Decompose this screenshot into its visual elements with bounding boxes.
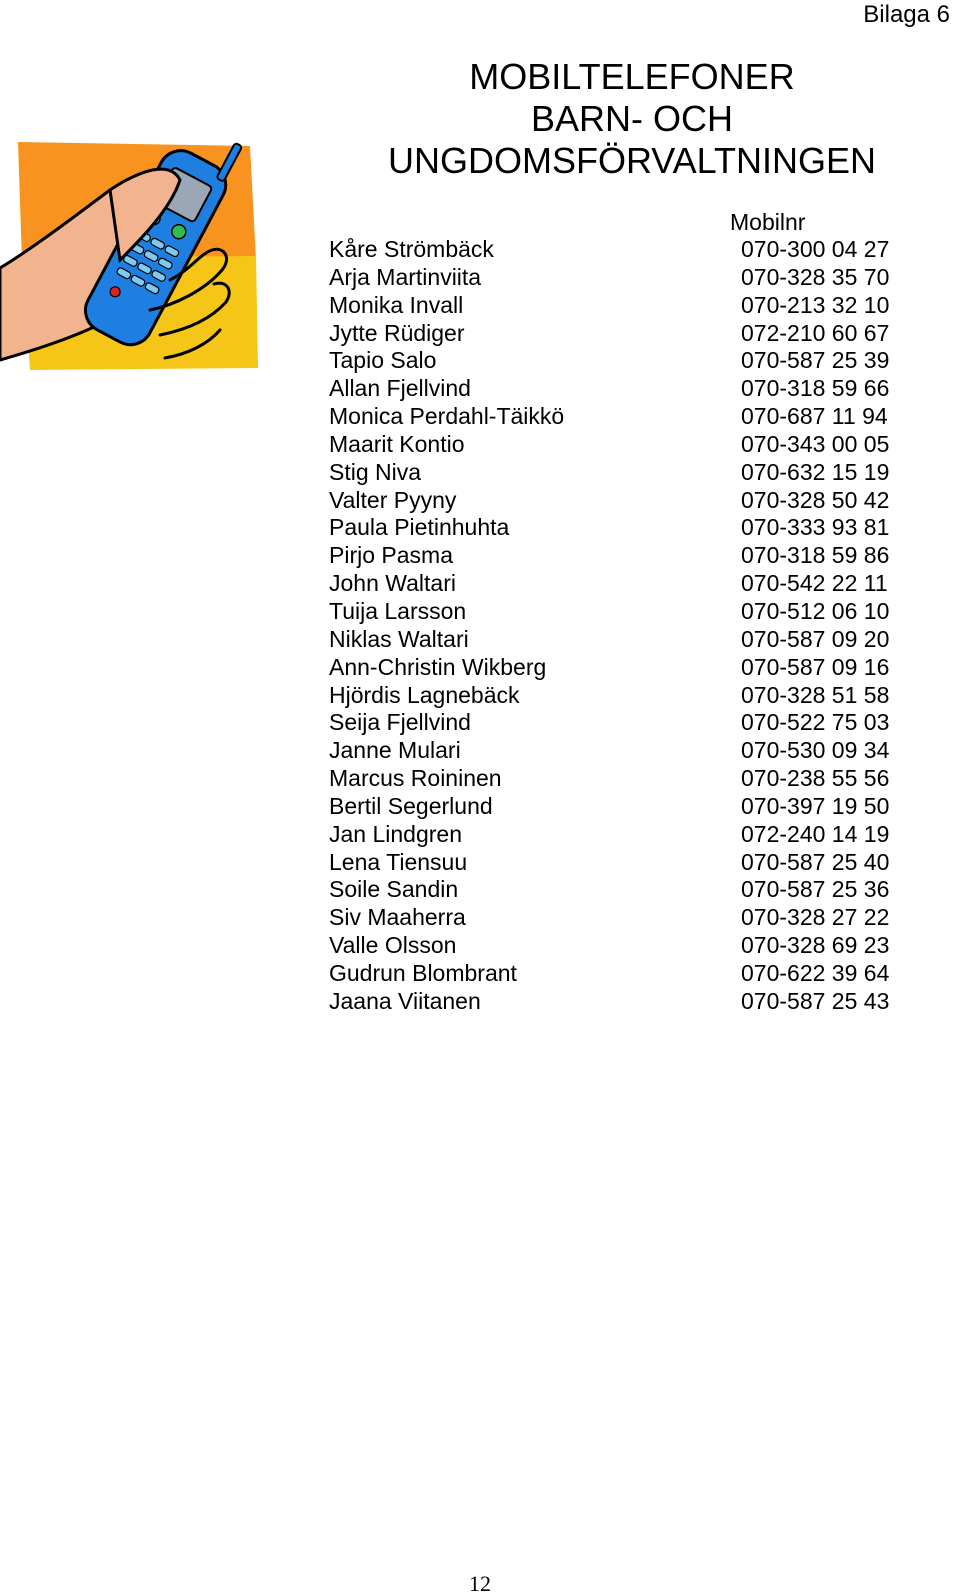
contact-name: Allan Fjellvind [329, 375, 471, 402]
contact-name: Maarit Kontio [329, 430, 465, 457]
list-item [329, 292, 899, 320]
contact-name: Gudrun Blombrant [329, 959, 517, 986]
contact-name: Siv Maaherra [329, 904, 466, 931]
mobile-number: 070-522 75 03 [741, 709, 890, 736]
contact-name: Monika Invall [329, 291, 464, 318]
page-title [372, 56, 892, 182]
contact-name: Niklas Waltari [329, 625, 469, 652]
title-line-2: BARN- OCH [530, 98, 733, 139]
mobile-number: 070-328 51 58 [741, 681, 890, 708]
list-item [329, 403, 899, 431]
list-item [329, 793, 899, 821]
list-item [329, 514, 899, 542]
list-item [329, 542, 899, 570]
title-line-1: MOBILTELEFONER [469, 56, 795, 97]
mobile-number: 070-238 55 56 [741, 765, 890, 792]
contact-name: Tuija Larsson [329, 597, 467, 624]
list-item [329, 320, 899, 348]
title-line-3: UNGDOMSFÖRVALTNINGEN [387, 140, 877, 181]
list-item [329, 570, 899, 598]
contact-name: Tapio Salo [329, 347, 437, 374]
list-item [329, 932, 899, 960]
list-item [329, 709, 899, 737]
mobile-number: 070-343 00 05 [741, 430, 890, 457]
list-item [329, 737, 899, 765]
contact-name: Arja Martinviita [329, 263, 482, 290]
mobile-number: 070-587 25 39 [741, 347, 890, 374]
contact-name: Jan Lindgren [329, 820, 462, 847]
mobile-number: 072-210 60 67 [741, 319, 890, 346]
mobile-number: 070-632 15 19 [741, 458, 890, 485]
mobile-number: 070-397 19 50 [741, 792, 890, 819]
mobile-number: 070-318 59 66 [741, 375, 890, 402]
column-header-mobilnr: Mobilnr [730, 209, 806, 235]
contact-name: Seija Fjellvind [329, 709, 471, 736]
list-item [329, 347, 899, 375]
contact-name: Lena Tiensuu [329, 848, 468, 875]
contact-name: Jaana Viitanen [329, 987, 481, 1014]
contact-name: Marcus Roininen [329, 765, 502, 792]
mobile-number: 070-622 39 64 [741, 959, 890, 986]
list-item [329, 765, 899, 793]
mobile-number: 070-512 06 10 [741, 597, 890, 624]
mobile-number: 070-687 11 94 [741, 403, 888, 430]
mobile-number: 070-213 32 10 [741, 291, 890, 318]
mobile-number: 070-328 69 23 [741, 932, 890, 959]
page-number: 12 [469, 1571, 491, 1596]
mobile-number: 070-328 27 22 [741, 904, 890, 931]
list-item [329, 236, 899, 264]
list-item [329, 264, 899, 292]
list-item [329, 626, 899, 654]
mobile-number: 070-328 35 70 [741, 263, 890, 290]
mobile-number: 070-542 22 11 [741, 570, 888, 597]
attachment-label: Bilaga 6 [863, 1, 950, 28]
list-item [329, 375, 899, 403]
list-item [329, 682, 899, 710]
contact-name: Valle Olsson [329, 932, 457, 959]
contact-name: Hjördis Lagnebäck [329, 681, 520, 708]
contact-name: Kåre Strömbäck [329, 236, 494, 262]
list-item [329, 960, 899, 988]
contact-name: Bertil Segerlund [329, 792, 493, 819]
mobile-number: 070-587 25 40 [741, 848, 890, 875]
list-item [329, 459, 899, 487]
mobile-number: 070-587 09 20 [741, 625, 890, 652]
contact-name: Monica Perdahl-Täikkö [329, 403, 565, 430]
contact-name: Ann-Christin Wikberg [329, 653, 547, 680]
mobile-number: 070-530 09 34 [741, 737, 890, 764]
list-item [329, 487, 899, 515]
list-item [329, 821, 899, 849]
contact-name: Jytte Rüdiger [329, 319, 465, 346]
mobile-number: 070-587 25 43 [741, 987, 890, 1014]
contact-name: Stig Niva [329, 458, 422, 485]
contact-name: Pirjo Pasma [329, 542, 453, 569]
mobile-number: 070-318 59 86 [741, 542, 890, 569]
mobile-phone-in-hand-icon [0, 130, 280, 380]
list-item [329, 876, 899, 904]
mobile-number: 070-587 25 36 [741, 876, 890, 903]
list-item [329, 904, 899, 932]
list-item [329, 988, 899, 1016]
mobile-number: 070-328 50 42 [741, 486, 890, 513]
contact-name: Janne Mulari [329, 737, 461, 764]
list-item [329, 654, 899, 682]
phone-list [329, 236, 899, 1016]
contact-name: Paula Pietinhuhta [329, 514, 510, 541]
mobile-number: 072-240 14 19 [741, 820, 890, 847]
mobile-number: 070-300 04 27 [741, 236, 890, 262]
contact-name: Valter Pyyny [329, 486, 457, 513]
list-item [329, 849, 899, 877]
contact-name: Soile Sandin [329, 876, 459, 903]
list-item [329, 431, 899, 459]
mobile-number: 070-587 09 16 [741, 653, 890, 680]
mobile-number: 070-333 93 81 [741, 514, 890, 541]
contact-name: John Waltari [329, 570, 456, 597]
list-item [329, 598, 899, 626]
